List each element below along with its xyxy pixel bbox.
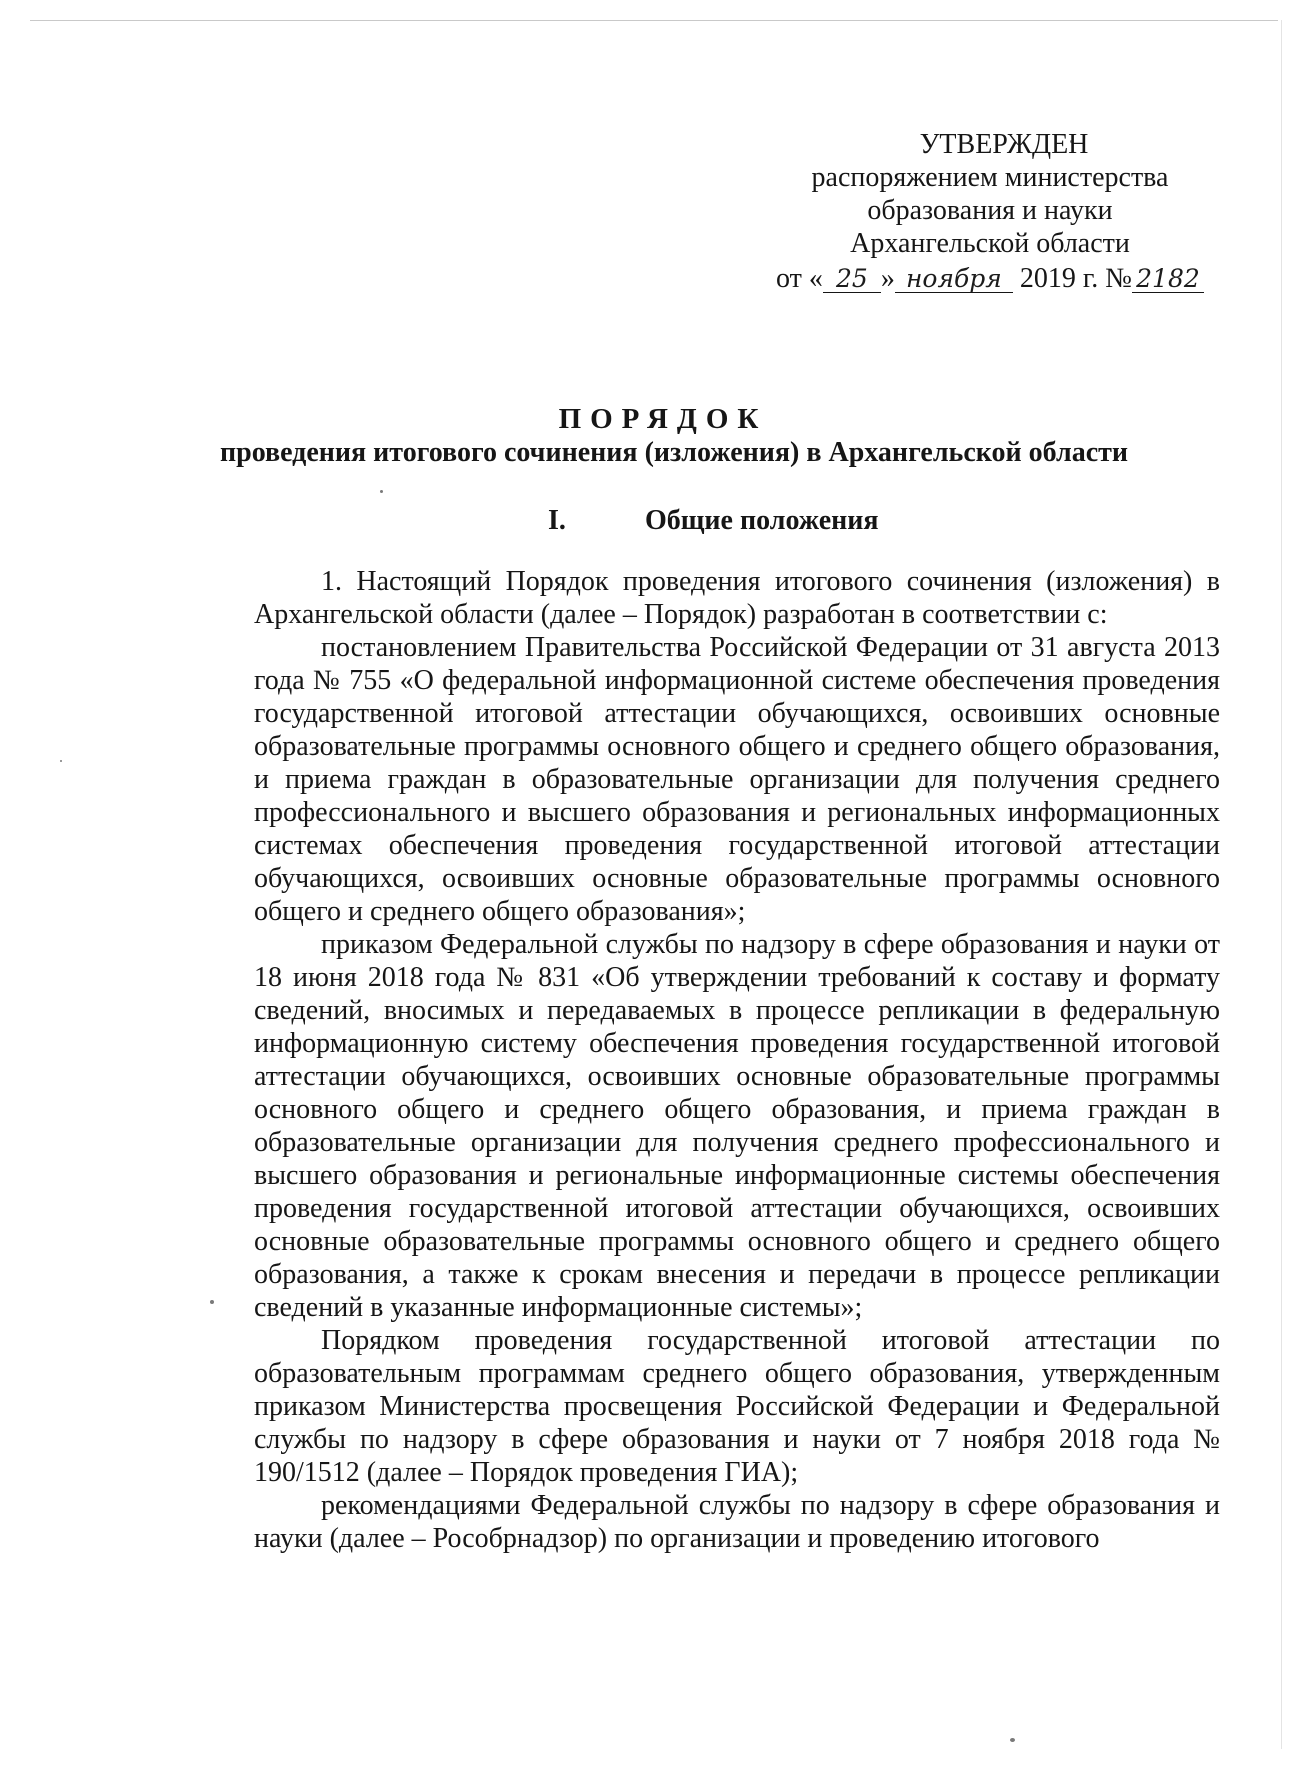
approval-line-3: Архангельской области <box>850 228 1130 259</box>
paragraph-2: постановлением Правительства Российской Федерации от 31 августа 2013 года № 755 «О федеральной информационной системе обеспечения проведения государственной итоговой аттестации обучающихся, освоивших основные образовательные программы основного общего и среднего общего образования, и приема граждан в образовательные организации для получения среднего профессионального и высшего образования и региональных информационных системах обеспечения проведения государственной итоговой аттестации обучающихся, освоивших основные образовательные программы основного общего и среднего общего образования»; <box>254 632 1220 927</box>
handwritten-number: 2182 <box>1132 266 1204 293</box>
date-year: 2019 г. № <box>1019 263 1132 294</box>
approval-line-1: распоряжением министерства <box>811 162 1169 193</box>
scan-speck <box>210 1300 214 1304</box>
scan-edge-top <box>30 20 1278 21</box>
scan-speck <box>380 490 383 493</box>
approval-date-line <box>730 262 1250 295</box>
scan-edge-right <box>1281 20 1282 1749</box>
paragraph-5: рекомендациями Федеральной службы по надзору в сфере образования и науки (далее – Рособрнадзор) по организации и проведению итогового <box>254 1490 1220 1554</box>
document-title: ПОРЯДОК <box>558 403 768 435</box>
approval-stamp-block <box>730 128 1250 295</box>
section-title: Общие положения <box>645 505 879 536</box>
scan-speck <box>60 760 62 762</box>
handwritten-day: 25 <box>823 266 881 293</box>
approval-line-2: образования и науки <box>867 195 1113 226</box>
section-number: I. <box>548 505 566 536</box>
approval-title: УТВЕРЖДЕН <box>919 129 1089 160</box>
document-subtitle: проведения итогового сочинения (изложения) в Архангельской области <box>219 437 1129 468</box>
paragraph-3: приказом Федеральной службы по надзору в сфере образования и науки от 18 июня 2018 года № 831 «Об утверждении требований к составу и формату сведений, вносимых и передаваемых в процессе репликации в федеральную информационную систему обеспечения проведения государственной итоговой аттестации обучающихся, освоивших основные образовательные программы основного общего и среднего общего образования, и приема граждан в образовательные организации для получения среднего профессионального и высшего образования и региональные информационные системы обеспечения проведения государственной итоговой аттестации обучающихся, освоивших основные образовательные программы основного общего и среднего общего образования, а также к срокам внесения и передачи в процессе репликации сведений в указанные информационные системы»; <box>254 929 1220 1323</box>
date-mid: » <box>880 263 895 294</box>
scan-speck <box>1010 1738 1015 1742</box>
date-prefix: от « <box>776 263 823 294</box>
document-body <box>254 565 1220 1555</box>
paragraph-1: 1. Настоящий Порядок проведения итогового сочинения (изложения) в Архангельской области (далее – Порядок) разработан в соответствии с: <box>254 566 1220 630</box>
handwritten-month: ноября <box>895 266 1013 293</box>
paragraph-4: Порядком проведения государственной итоговой аттестации по образовательным программам среднего общего образования, утвержденным приказом Министерства просвещения Российской Федерации и Федеральной службы по надзору в сфере образования и науки от 7 ноября 2018 года № 190/1512 (далее – Порядок проведения ГИА); <box>254 1325 1220 1488</box>
